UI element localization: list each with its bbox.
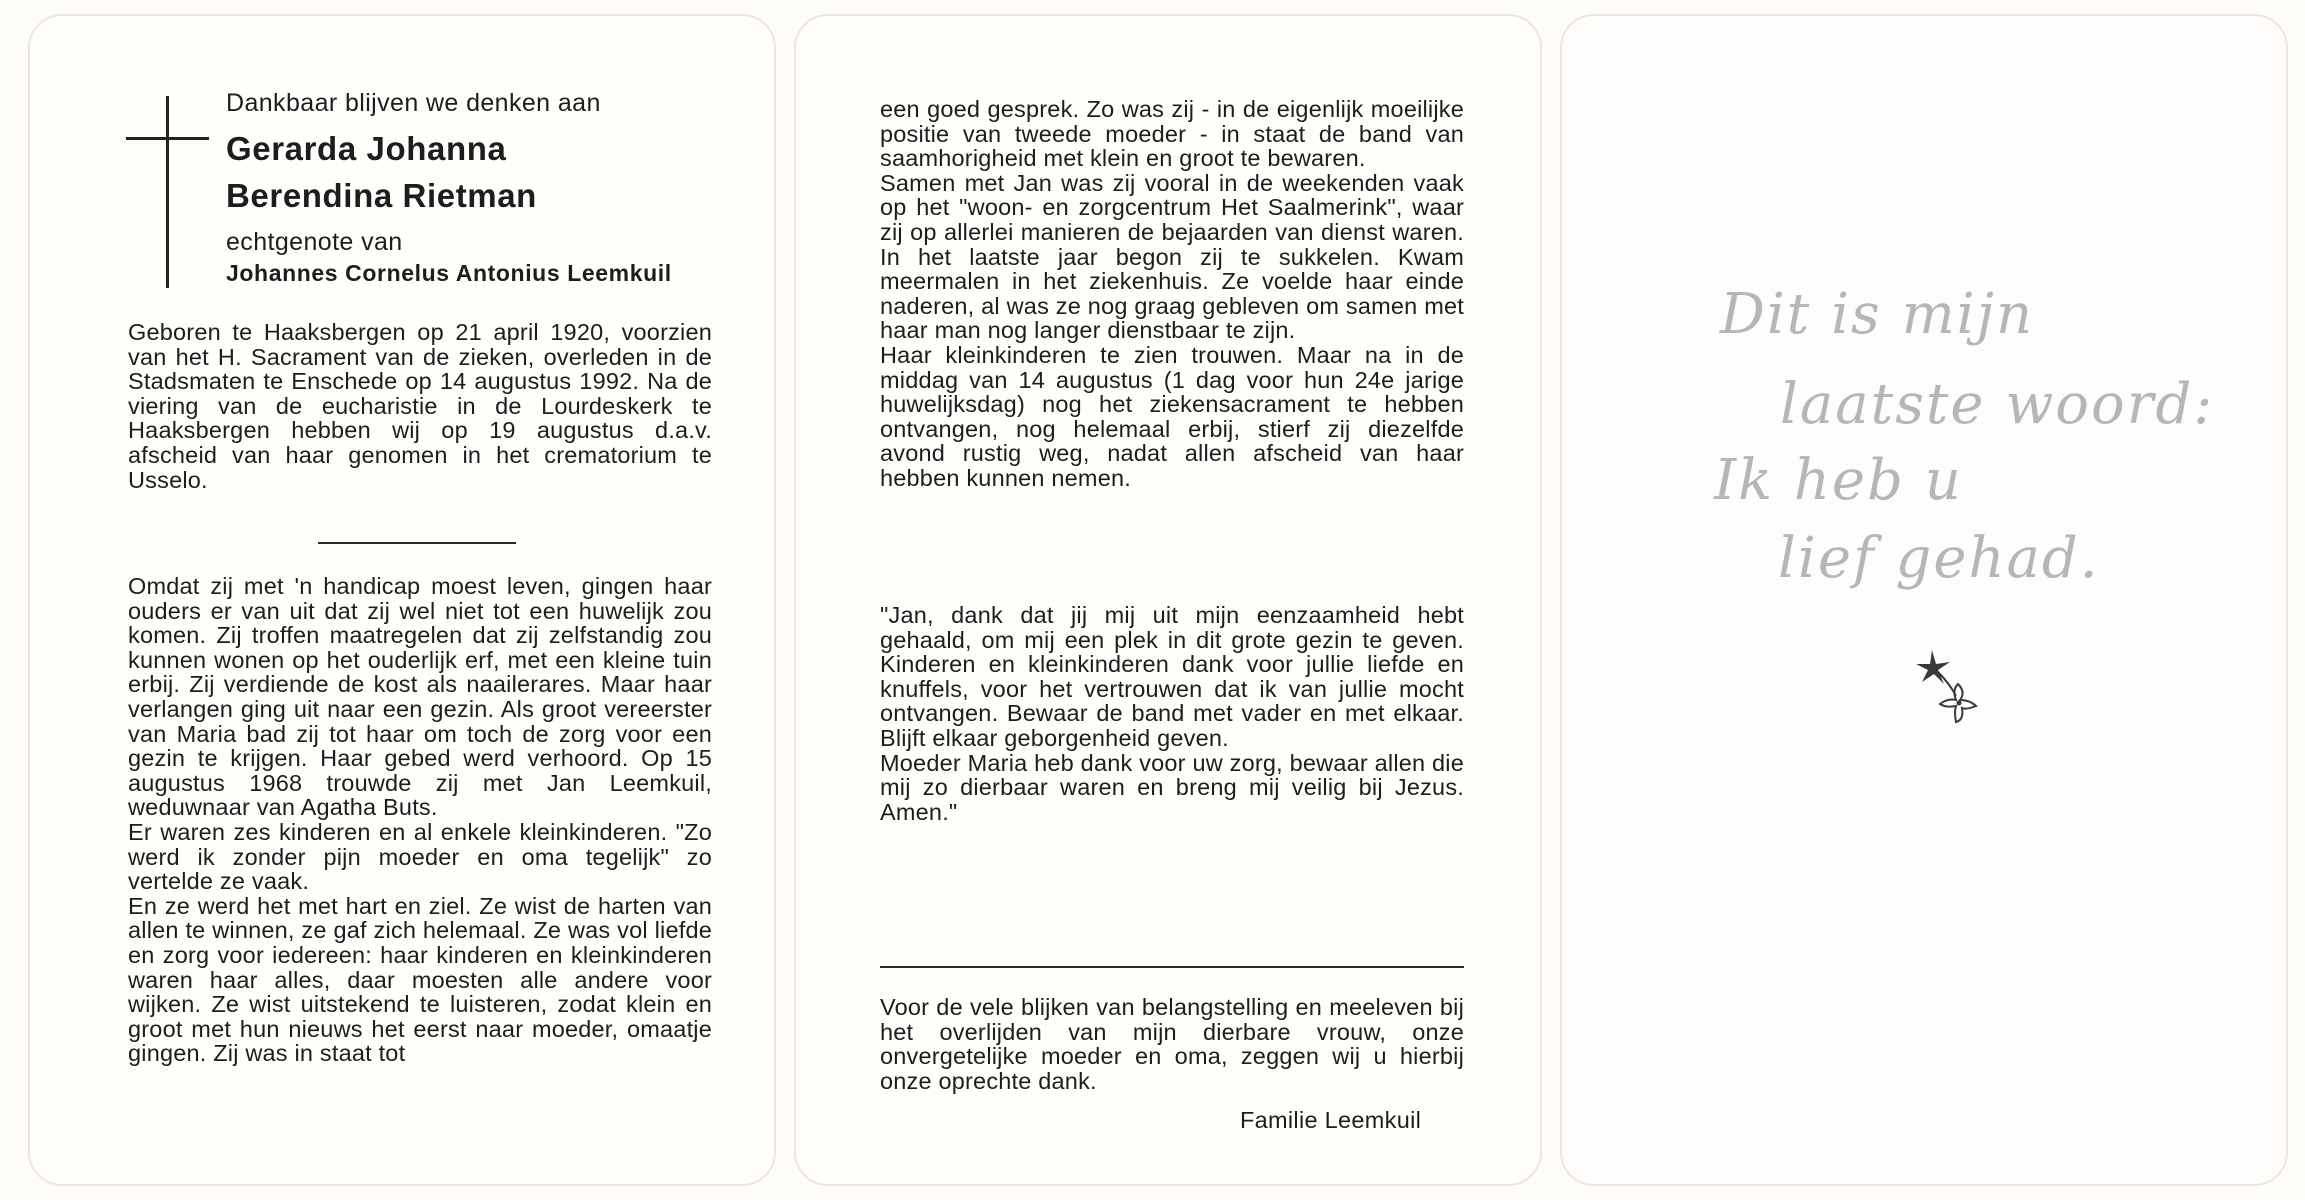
deceased-name-line-1: Gerarda Johanna: [226, 130, 507, 167]
divider-rule-thanks: [880, 966, 1464, 968]
divider-rule: [318, 542, 516, 544]
script-line-1: Dit is mijn: [1720, 282, 2035, 347]
birth-death-paragraph: Geboren te Haaksbergen op 21 april 1920, voorzien van het H. Sacrament van de zieken, overleden in de Stadsmaten te Enschede op 14 augustus 1992. Na de viering van de eucharistie in de Lourdeskerk te Haaksbergen hebben wij op 19 augustus d.a.v. afscheid van haar genomen in het crematorium te Usselo.: [128, 319, 712, 493]
right-card-panel: [1560, 14, 2288, 1186]
farewell-quote: "Jan, dank dat jij mij uit mijn eenzaamheid hebt gehaald, om mij een plek in dit grote gezin te geven. Kinderen en kleinkinderen dank voor jullie liefde en knuffels, voor het vertrouwen dat ik van jullie mocht ontvangen. Bewaar de band met vader en met elkaar. Blijft elkaar geborgenheid geven. Moeder Maria heb dank voor uw zorg, bewaar allen die mij zo dierbaar waren en breng mij veilig bij Jezus. Amen.": [880, 602, 1464, 825]
spouse-name: Johannes Cornelus Antonius Leemkuil: [226, 260, 672, 286]
biography-text: Omdat zij met 'n handicap moest leven, gingen haar ouders er van uit dat zij wel niet tot een huwelijk zou komen. Zij troffen maatregelen dat zij zelfstandig zou kunnen wonen op het ouderlijk erf, met een kleine tuin erbij. Zij verdiende de kost als naailerares. Maar haar verlangen ging uit naar een gezin. Als groot vereerster van Maria bad zij tot haar om toch de zorg voor een gezin te krijgen. Haar gebed werd verhoord. Op 15 augustus 1968 trouwde zij met Jan Leemkuil, weduwnaar van Agatha Buts. Er waren zes kinderen en al enkele kleinkinderen. "Zo werd ik zonder pijn moeder en oma tegelijk" zo vertelde ze vaak. En ze werd het met hart en ziel. Ze wist de harten van allen te winnen, ze gaf zich helemaal. Ze was vol liefde en zorg voor iedereen: haar kinderen en kleinkinderen waren haar alles, daar moesten alle andere voor wijken. Ze wist uitstekend te luisteren, zodat klein en groot met hun nieuws het eerst naar moeder, omaatje gingen. Zij was in staat tot: [128, 573, 712, 1067]
spouse-label: echtgenote van: [226, 228, 403, 256]
script-line-3: Ik heb u: [1714, 448, 1963, 513]
flower-icon: [1910, 640, 1990, 730]
family-signature: Familie Leemkuil: [1240, 1107, 1422, 1133]
deceased-name-line-2: Berendina Rietman: [226, 177, 537, 214]
biography-continued-text: een goed gesprek. Zo was zij - in de eigenlijk moeilijke positie van tweede moeder - in staat de band van saamhorigheid met klein en groot te bewaren. Samen met Jan was zij vooral in de weekenden vaak op het "woon- en zorgcentrum Het Saalmerink", waar zij op allerlei manieren de bejaarden van dienst waren. In het laatste jaar begon zij te sukkelen. Kwam meermalen in het ziekenhuis. Ze voelde haar einde naderen, al was ze nog graag gebleven om samen met haar man nog langer dienstbaar te zijn. Haar kleinkinderen te zien trouwen. Maar na in de middag van 14 augustus (1 dag voor hun 24e jarige huwelijksdag) nog het ziekensacrament te hebben ontvangen, nog helemaal erbij, stierf zij diezelfde avond rustig weg, nadat allen afscheid van haar hebben kunnen nemen.: [880, 96, 1464, 491]
thanks-paragraph: Voor de vele blijken van belangstelling en meeleven bij het overlijden van mijn dierbare vrouw, onze onvergetelijke moeder en oma, zeggen wij u hierbij onze oprechte dank.: [880, 994, 1464, 1094]
intro-text: Dankbaar blijven we denken aan: [226, 89, 601, 117]
cross-vertical-bar: [166, 96, 169, 288]
script-line-4: lief gehad.: [1778, 526, 2100, 591]
cross-horizontal-bar: [126, 137, 209, 140]
script-line-2: laatste woord:: [1780, 372, 2215, 437]
